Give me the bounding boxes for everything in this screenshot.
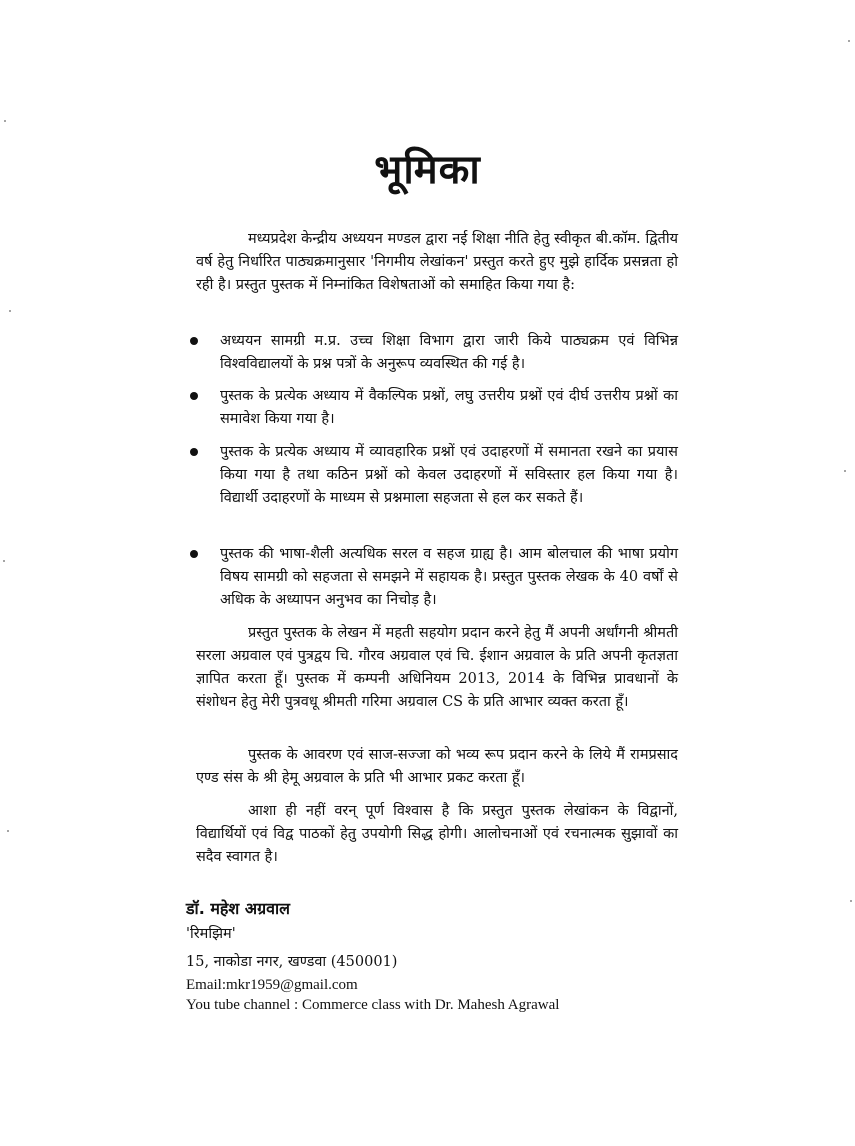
page-title: भूमिका [374,147,481,193]
intro-paragraph: मध्यप्रदेश केन्द्रीय अध्ययन मण्डल द्वारा नई शिक्षा नीति हेतु स्वीकृत बी.कॉम. द्वितीय वर्ष हेतु निर्धारित पाठ्यक्रमानुसार 'निगमीय लेखांकन' प्रस्तुत करते हुए मुझे हार्दिक प्रसन्नता हो रही है। प्रस्तुत पुस्तक में निम्नांकित विशेषताओं को समाहित किया गया है: [196,231,678,293]
thanks-paragraph: प्रस्तुत पुस्तक के लेखन में महती सहयोग प्रदान करने हेतु मैं अपनी अर्धांगनी श्रीमती सरला अग्रवाल एवं पुत्रद्वय चि. गौरव अग्रवाल एवं चि. ईशान अग्रवाल के प्रति अपनी कृतज्ञता ज्ञापित करता हूँ। पुस्तक में कम्पनी अधिनियम 2013, 2014 के विभिन्न प्रावधानों के संशोधन हेतु मेरी पुत्रवधू श्रीमती गरिमा अग्रवाल CS के प्रति आभार व्यक्त करता हूँ। [196,625,678,710]
author-youtube-channel: You tube channel : Commerce class with Dr. Mahesh Agrawal [186,997,560,1013]
list-item [186,543,678,612]
list-item-text: पुस्तक के प्रत्येक अध्याय में वैकल्पिक प्रश्नों, लघु उत्तरीय प्रश्नों एवं दीर्घ उत्तरीय प्रश्नों का समावेश किया गया है। [220,388,678,427]
list-item-text: पुस्तक के प्रत्येक अध्याय में व्यावहारिक प्रश्नों एवं उदाहरणों में समानता रखने का प्रयास किया गया है तथा कठिन प्रश्नों को केवल उदाहरणों में सविस्तार हल किया गया है। विद्यार्थी उदाहरणों के माध्यम से प्रश्नमाला सहजता से हल कर सकते हैं। [220,444,678,506]
cover-paragraph: पुस्तक के आवरण एवं साज-सज्जा को भव्य रूप प्रदान करने के लिये मैं रामप्रसाद एण्ड संस के श्री हेमू अग्रवाल के प्रति भी आभार प्रकट करता हूँ। [196,747,678,786]
list-item [186,330,678,376]
list-item-text: अध्ययन सामग्री म.प्र. उच्च शिक्षा विभाग द्वारा जारी किये पाठ्यक्रम एवं विभिन्न विश्वविद्यालयों के प्रश्न पत्रों के अनुरूप व्यवस्थित की गई है। [220,333,678,372]
list-item [186,441,678,510]
scan-speck [7,830,9,832]
scan-speck [4,120,6,122]
bullet-icon [190,448,198,456]
bullet-icon [190,550,198,558]
list-item-text: पुस्तक की भाषा-शैली अत्यधिक सरल व सहज ग्राह्य है। आम बोलचाल की भाषा प्रयोग विषय सामग्री को सहजता से समझने में सहायक है। प्रस्तुत पुस्तक लेखक के 40 वर्षों से अधिक के अध्यापन अनुभव का निचोड़ है। [220,546,678,608]
bullet-icon [190,392,198,400]
closing-paragraph: आशा ही नहीं वरन् पूर्ण विश्वास है कि प्रस्तुत पुस्तक लेखांकन के विद्वानों, विद्यार्थियों एवं विद्व पाठकों हेतु उपयोगी सिद्ध होगी। आलोचनाओं एवं रचनात्मक सुझावों का सदैव स्वागत है। [196,803,678,865]
scan-speck [3,560,5,562]
author-email: Email:mkr1959@gmail.com [186,977,358,993]
scan-speck [850,900,852,902]
author-house-name: 'रिमझिम' [186,926,236,942]
author-address: 15, नाकोडा नगर, खण्डवा (450001) [186,954,398,970]
bullet-icon [190,337,198,345]
list-item [186,385,678,431]
scan-speck [844,470,846,472]
scan-speck [848,40,850,42]
scan-speck [9,310,11,312]
author-name: डॉ. महेश अग्रवाल [186,899,291,918]
